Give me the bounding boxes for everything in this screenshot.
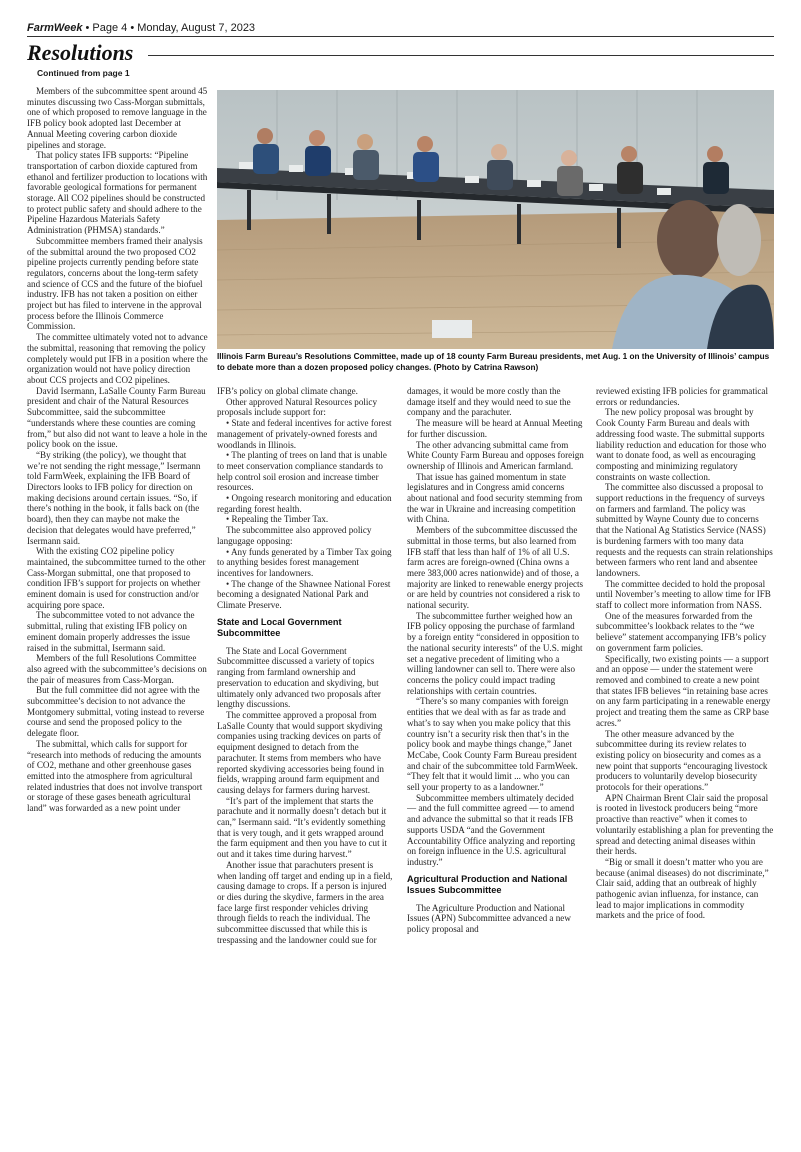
publication-name: FarmWeek xyxy=(27,22,83,34)
paragraph: IFB’s policy on global climate change. xyxy=(217,386,358,396)
paragraph: Specifically, two existing points — a support and an oppose — under the statement were removed and combined to create a new point that states IFB believes “in retaining base acres on any farm participating in a renewable energy project and treating them the same as CRP base acres.” xyxy=(596,653,771,728)
paragraph: “Big or small it doesn’t matter who you are because (animal diseases) do not discriminate,” Clair said, adding that an outbreak of highly pathogenic avian influenza, for instance, can lead to major implications in commodity markets and the price of food. xyxy=(596,856,769,921)
paragraph: The subcommittee also approved policy langugage opposing: xyxy=(217,525,372,546)
paragraph: “It’s part of the implement that starts the parachute and it normally doesn’t detach but it can,” Isermann said. “It’s evidently something that is very tough, and it gets wrapped around the farm equipment and then you have to cut it out and it takes time during harvest.” xyxy=(217,795,387,860)
photo-caption: Illinois Farm Bureau’s Resolutions Committee, made up of 18 county Farm Bureau presidents, met Aug. 1 on the University of Illinois’ campus to debate more than a dozen proposed policy changes. (Photo by Catrina Rawson) xyxy=(217,352,770,372)
paragraph: The committee ultimately voted not to advance the submittal, reasoning that removing the policy completely would put IFB in a position where the organization would not have policy direction about CCS projects and CO2 pipelines. xyxy=(27,332,208,385)
paragraph: The other advancing submittal came from White County Farm Bureau and opposes foreign ownership of Illinois and American farmland. xyxy=(407,439,584,471)
committee-photo xyxy=(217,90,774,349)
paragraph: damages, it would be more costly than the damage itself and they would need to sue the company and the parachuter. xyxy=(407,386,571,418)
masthead xyxy=(27,21,774,37)
paragraph: One of the measures forwarded from the subcommittee’s lookback relates to the “we believe” statement accompanying IFB’s policy on government farm policies. xyxy=(596,610,767,653)
paragraph: “By striking (the policy), we thought that we’re not sending the right message,” Isermann told FarmWeek, explaining the IFB Board of Directors looks to IFB policy for direction on making decisions around certain issues. “So, if there’s nothing in the book, it falls back on (the board), then they can maybe not make the decision that delegates would have preferred,” Isermann said. xyxy=(27,449,201,546)
article-column-2 xyxy=(217,386,394,1146)
paragraph: The committee also discussed a proposal to support reductions in the frequency of surveys on farmers and farmland. The policy was submitted by Wayne County due to concerns that the National Ag Statistics Service (NASS) is burdening farmers with too many data requests and the requests can strain relationships between farmers who rent land and absentee landowners. xyxy=(596,482,773,578)
bullet-item: • State and federal incentives for active forest management of privately-owned forests and woodlands in Illinois. xyxy=(217,418,392,450)
article-column-4 xyxy=(596,386,774,1146)
section-rule xyxy=(148,55,774,56)
paragraph: Members of the subcommittee discussed the submittal in those terms, but also learned from IFB staff that less than half of 1% of all U.S. farm acres are foreign-owned (China owns a mere 383,000 acres nationwide) and of those, a majority are linked to renewable energy projects or are held by countries not considered a risk to national security. xyxy=(407,525,584,611)
paragraph: Another issue that parachuters present is when landing off target and ending up in a field, causing damage to crops. If a person is injured or dies during the skydive, farmers in the area face large first responder vehicles driving through fields to reach the individual. The subcommittee discussed that while this is trespassing and the landowner could sue for xyxy=(217,859,393,945)
paragraph: The committee decided to hold the proposal until November’s meeting to allow time for IFB staff to collect more information from NASS. xyxy=(596,578,771,611)
bullet-item: • The planting of trees on land that is unable to meet conservation compliance standards to help control soil erosion and increase timber resources. xyxy=(217,450,387,493)
paragraph: The submittal, which calls for support for “research into methods of reducing the amounts of CO2, methane and other greenhouse gases emitted into the atmosphere from agricultural related industries that does not involve transport or storage of these gases beneath agricultural land” was forwarded as a new point under xyxy=(27,738,203,814)
section-title: Resolutions xyxy=(27,40,134,65)
paragraph: Members of the full Resolutions Committee also agreed with the subcommittee’s decisions on the pair of measures from Cass-Morgan. xyxy=(27,653,207,685)
continued-line: Continued from page 1 xyxy=(37,68,130,78)
paragraph: Subcommittee members framed their analysis of the submittal around the two proposed CO2 pipeline projects currently pending before state regulators, concerns about the long-term safety and science of CCS and the future of the biofuel industry. IFB has not taken a position on either project but has filed to intervene in the approval process before the Illinois Commerce Commission. xyxy=(27,235,203,332)
paragraph: The new policy proposal was brought by Cook County Farm Bureau and deals with addressing food waste. The submittal supports liability reduction and education for those who want to donate food, as well as encouraging composting and minimizing regulatory constraints on waste collection. xyxy=(596,407,767,482)
paragraph: Subcommittee members ultimately decided — and the full committee agreed — to amend and advance the submittal so that it reads IFB supports USDA “and the Government Accountability Office analyzing and reporting on foreign influence in the U.S. agricultural industry.” xyxy=(407,792,576,867)
article-column-3 xyxy=(407,386,584,1146)
paragraph: The committee approved a proposal from LaSalle County that would support skydiving companies using tracking devices on parts of equipment designed to detach from the parachuter. It stems from members who have reported skydiving accessories being found in fields, wrapping around farm equipment and causing delays for farmers during harvest. xyxy=(217,709,384,795)
paragraph: APN Chairman Brent Clair said the proposal is rooted in livestock producers being “more proactive than reactive” when it comes to voluntarily establishing a plan for preventing the spread and detecting animal diseases within their herds. xyxy=(596,792,774,857)
paragraph: David Isermann, LaSalle County Farm Bureau president and chair of the Natural Resources Subcommittee, said the subcommittee “understands where these counties are coming from,” but also did not want to leave a hole in the policy book on the issue. xyxy=(27,385,208,450)
paragraph: That issue has gained momentum in state legislatures and in Congress amid concerns about national and food security stemming from the war in Ukraine and increasing competition with China. xyxy=(407,471,583,525)
paragraph: The Agriculture Production and National Issues (APN) Subcommittee advanced a new policy proposal and xyxy=(407,902,571,935)
paragraph: “There’s so many companies with foreign entities that we deal with as far as trade and what’s to say when you make policy that this country isn’t a security risk then that’s in the policy book and maybe things change,” Janet McCabe, Cook County Farm Bureau president and chair of the subcommittee told FarmWeek. “They felt that it would limit ... who you can sell your property to as a landowner.” xyxy=(407,696,578,793)
paragraph: But the full committee did not agree with the subcommittee’s decision to not advance the Montgomery submittal, voting instead to reverse course and send the proposed policy to the delegate floor. xyxy=(27,685,205,739)
paragraph: The subcommittee voted to not advance the submittal, ruling that existing IFB policy on eminent domain properly addresses the issue raised in the submittal, Isermann said. xyxy=(27,610,195,653)
paragraph: The measure will be heard at Annual Meeting for further discussion. xyxy=(407,418,583,439)
paragraph: reviewed existing IFB policies for grammatical errors or redundancies. xyxy=(596,386,768,407)
paragraph: The other measure advanced by the subcommittee during its review relates to existing policy on biosecurity and comes as a new point that supports “encouraging livestock producers to voluntarily develop biosecurity protocols for their operations.” xyxy=(596,728,768,793)
bullet-item: • The change of the Shawnee National Forest becoming a designated National Park and Climate Preserve. xyxy=(217,578,391,611)
paragraph: The subcommittee further weighed how an IFB policy opposing the purchase of farmland by a foreign entity “considered in opposition to the national security interests” of the U.S. might set a negative precedent of limiting who a willing landowner can sell to. There were also concerns the policy could impact trading relationships with certain countries. xyxy=(407,610,583,696)
paragraph: Members of the subcommittee spent around 45 minutes discussing two Cass-Morgan submittals, one of which proposed to remove language in the IFB policy book adopted last December at Annual Meeting covering carbon dioxide pipelines and storage. xyxy=(27,86,208,150)
bullet-item: • Repealing the Timber Tax. xyxy=(226,514,329,525)
paragraph: That policy states IFB supports: “Pipeline transportation of carbon dioxide captured from ethanol and fertilizer production to locations with favorable geological formations for permanent storage. All CO2 pipelines should be constructed to protect public safety and should adhere to the Pipeline Hazardous Materials Safety Administration (PHMSA) standards.” xyxy=(27,150,208,236)
subhead-state-local-government: State and Local Government Subcommittee xyxy=(217,616,342,639)
paragraph: The State and Local Government Subcommittee discussed a variety of topics ranging from farmland ownership and preservation to education and skydiving, but ultimately only advanced two proposals after lengthy discussions. xyxy=(217,645,381,710)
page-date-line: • Page 4 • Monday, August 7, 2023 xyxy=(82,22,256,34)
paragraph: With the existing CO2 pipeline policy maintained, the subcommittee turned to the other Cass-Morgan submittal, one that proposed to condition IFB’s support for projects on whether eminent domain is used for construction and/or acquiring pore space. xyxy=(27,546,206,610)
subhead-ag-production-national-issues: Agricultural Production and National Issues Subcommittee xyxy=(407,873,568,896)
article-column-1 xyxy=(27,86,208,1146)
bullet-item: • Ongoing research monitoring and education regarding forest health. xyxy=(217,493,392,514)
bullet-item: • Any funds generated by a Timber Tax going to anything besides forest management incentives for landowners. xyxy=(217,546,392,578)
paragraph: Other approved Natural Resources policy proposals include support for: xyxy=(217,396,378,418)
